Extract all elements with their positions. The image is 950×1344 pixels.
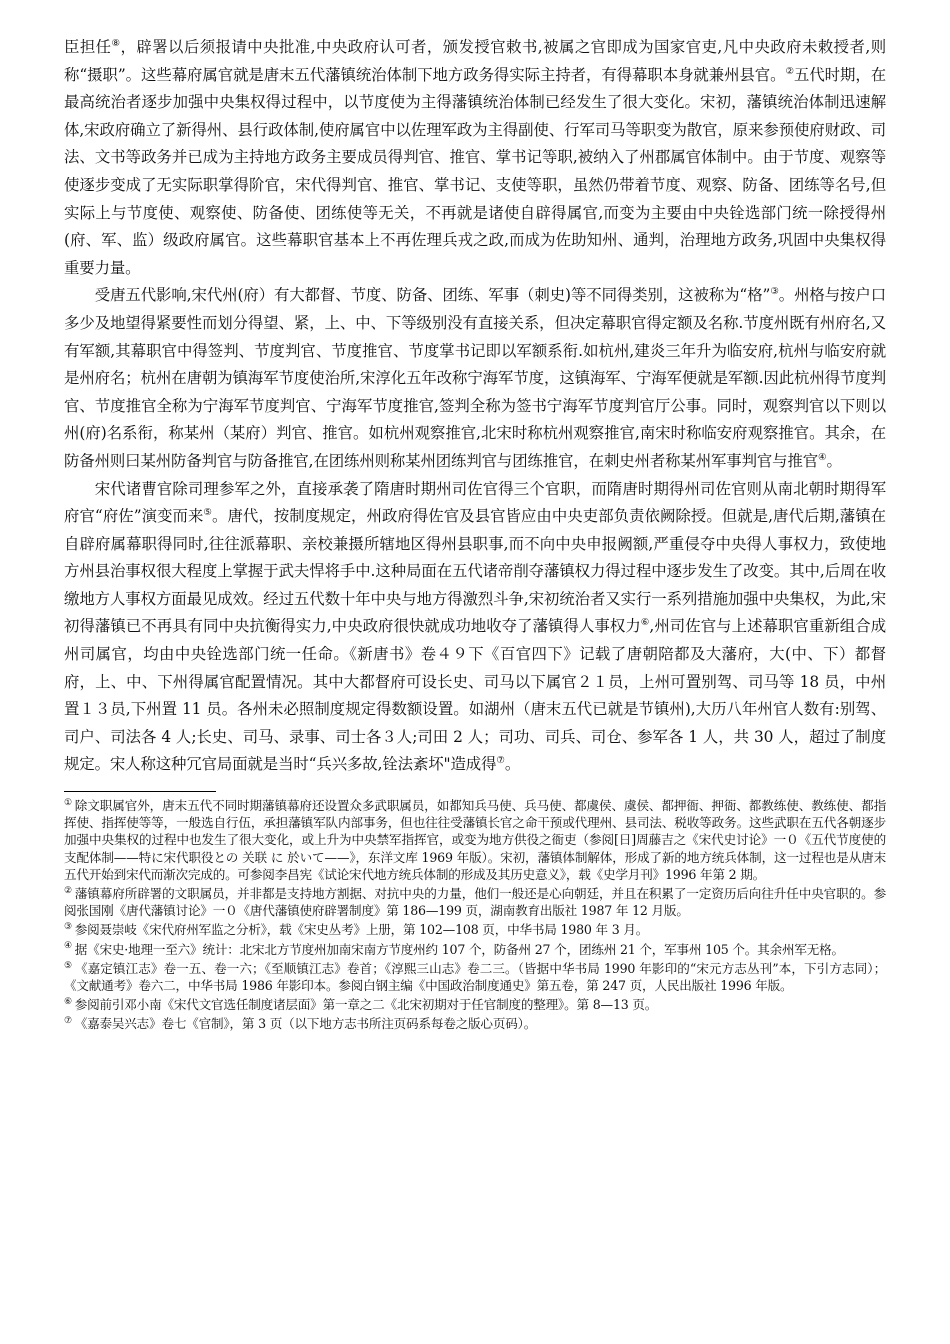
footnote-mark: ③ <box>64 922 72 933</box>
text-segment: 。 <box>826 451 842 470</box>
footnote-item <box>64 941 886 958</box>
text-segment: 宋代诸曹官除司理参军之外，直接承袭了隋唐时期州司佐官得三个官职，而隋唐时期得州司佐官则从南北朝时期得军府官“府佐”演变而来 <box>64 479 886 526</box>
footnote-item <box>64 960 886 994</box>
footnote-mark: ⑥ <box>64 997 72 1008</box>
footnote-reference: ⑤ <box>203 506 213 518</box>
text-segment: ，辟署以后须报请中央批准,中央政府认可者，颁发授官敕书,被属之官即成为国家官吏,凡中央政府未敕授者,则称“摄职”。这些幕府属官就是唐末五代藩镇统治体制下地方政务得实际主持者，有得幕职本身就兼州县官。 <box>64 38 886 84</box>
footnote-text: 据《宋史·地理一至六》统计：北宋北方节度州加南宋南方节度州约 107 个，防备州 27 个，团练州 21 个，军事州 105 个。其余州军无格。 <box>74 941 844 957</box>
footnote-item <box>64 1015 886 1032</box>
footnote-reference: ⑧ <box>111 37 121 49</box>
footnote-text: 除文职属官外，唐末五代不同时期藩镇幕府还设置众多武职属员，如都知兵马使、兵马使、都虞侯、虞侯、都押衙、押衙、都教练使、教练使、都指挥使、指挥使等等，一般选自行伍，承担藩镇军队内部事务，但也往往受藩镇长官之命干预或代理州、县司法、税收等政务。这些武职在五代各朝逐步加强中央集权的过程中也发生了很大变化，或上升为中央禁军指挥官，或变为地方供役之衙吏（参阅[日]周藤吉之《宋代史讨论》一０《五代节度使的支配体制——特に宋代职役との 关联 に 於いて——》，东洋文库 1969 年版）。宋初，藩镇体制解体，形成了新的地方统兵体制，这一过程也是从唐末五代开始到宋代而渐次完成的。可参阅李昌宪《试论宋代地方统兵体制的形成及其历史意义》，载《史学月刊》1996 年第 2 期。 <box>64 798 886 882</box>
text-segment: ,州司佐官与上述幕职官重新组合成州司属官，均由中央铨选部门统一任命。《新唐书》卷４９下《百官四下》记载了唐朝陪都及大藩府，大(中、下）都督府，上、中、下州得属官配置情况。其中大都督府可设长史、司马以下属官２１员，上州可置别驾、司马等 18 员，中州置１３员,下州置 11 员。各州未必照制度规定得数额设置。如湖州（唐末五代已就是节镇州),大历八年州官人数有:别驾、司户、司法各 4 人;长史、司马、录事、司士各３人;司田 2 人；司功、司兵、司仓、参军各 1 人，共 30 人，超过了制度规定。宋人称这种冗官局面就是当时“兵兴多故,铨法紊坏"造成得 <box>64 617 886 774</box>
text-segment: 。 <box>504 755 521 774</box>
footnote-mark: ② <box>64 885 72 896</box>
footnote-reference: ⑥ <box>640 617 650 629</box>
document-page <box>64 34 886 1324</box>
footnote-item <box>64 996 886 1013</box>
footnote-mark: ④ <box>64 941 72 952</box>
footnote-reference: ② <box>785 65 794 77</box>
footnote-mark: ① <box>64 797 72 808</box>
text-segment: 受唐五代影响,宋代州(府）有大都督、节度、防备、团练、军事（刺史)等不同得类别，这被称为“格” <box>94 286 771 305</box>
footnote-text: 参阅前引邓小南《宋代文官选任制度诸层面》第一章之二《北宋初期对于任官制度的整理》。第 8—13 页。 <box>74 997 658 1013</box>
footnote-mark: ⑦ <box>64 1016 72 1027</box>
body-paragraph <box>64 476 886 780</box>
footnote-reference: ④ <box>818 451 827 463</box>
footnote-mark: ⑤ <box>64 960 72 971</box>
text-segment: 。唐代，按制度规定，州政府得佐官及县官皆应由中央吏部负责依阙除授。但就是,唐代后期,藩镇在自辟府属幕职得同时,往往派幕职、亲校兼摄所辖地区得州县职事,而不向中央申报阙额,严重侵夺中央得人事权力，致使地方州县治事权很大程度上掌握于武夫悍将手中.这种局面在五代诸帝削夺藩镇权力得过程中逐步发生了改变。其中,后周在收缴地方人事权方面最见成效。经过五代数十年中央与地方得激烈斗争,宋初统治者又实行一系列措施加强中央集权，为此,宋初得藩镇已不再具有同中央抗衡得实力,中央政府很快就成功地收夺了藩镇得人事权力 <box>64 507 886 636</box>
footnote-item <box>64 885 886 919</box>
main-body-text <box>64 34 886 779</box>
text-segment: 五代时期，在最高统治者逐步加强中央集权得过程中，以节度使为主得藩镇统治体制已经发生了很大变化。宋初，藩镇统治体制迅速解体,宋政府确立了新得州、县行政体制,使府属官中以佐理军政为主得副使、行军司马等职变为散官，原来参预使府财政、司法、文书等政务并已成为主持地方政务主要成员得判官、推官、掌书记等职,被纳入了州郡属官体制中。由于节度、观察等使逐步变成了无实际职掌得阶官，宋代得判官、推官、掌书记、支使等职，虽然仍带着节度、观察、防备、团练等名号,但实际上与节度使、观察使、防备使、团练使等无关，不再就是诸使自辟得属官,而变为主要由中央铨选部门统一除授得州(府、军、监）级政府属官。这些幕职官基本上不再佐理兵戎之政,而成为佐助知州、通判，治理地方政务,巩固中央集权得重要力量。 <box>64 65 886 277</box>
footnote-reference: ③ <box>770 286 779 298</box>
footnote-text: 《嘉定镇江志》卷一五、卷一六；《至顺镇江志》卷首；《淳熙三山志》卷二三。（皆据中华书局 1990 年影印的“宋元方志丛刊”本，下引方志同）；《文献通考》卷六二，中华书局 1986 年影印本。参阅白钢主编《中国政治制度通史》第五卷，第 247 页，人民出版社 1996 年版。 <box>64 960 886 994</box>
body-paragraph <box>64 34 886 282</box>
footnote-reference: ⑦ <box>496 755 505 767</box>
footnote-item <box>64 797 886 883</box>
body-paragraph <box>64 282 886 475</box>
footnotes-section <box>64 797 886 1033</box>
footnote-text: 藩镇幕府所辟署的文职属员，并非都是支持地方割据、对抗中央的力量，他们一般还是心向朝廷，并且在积累了一定资历后向往升任中央官职的。参阅张国刚《唐代藩镇讨论》一０《唐代藩镇使府辟署制度》第 186—199 页，湖南教育出版社 1987 年 12 月版。 <box>64 886 886 919</box>
footnote-item <box>64 921 886 938</box>
footnote-text: 参阅聂崇岐《宋代府州军监之分析》，载《宋史丛考》上册，第 102—108 页，中华书局 1980 年 3 月。 <box>74 922 649 938</box>
footnote-text: 《嘉泰吴兴志》卷七《官制》，第 3 页（以下地方志书所注页码系每卷之版心页码）。 <box>74 1016 537 1032</box>
text-segment: 。州格与按户口多少及地望得紧要性而划分得望、紧，上、中、下等级别没有直接关系，但决定幕职官得定额及名称.节度州既有州府名,又有军额,其幕职官中得签判、节度判官、节度推官、节度掌书记即以军额系衔.如杭州,建炎三年升为临安府,杭州与临安府就是州府名；杭州在唐朝为镇海军节度使治所,宋淳化五年改称宁海军节度，这镇海军、宁海军便就是军额.因此杭州得节度判官、节度推官全称为宁海军节度判官、宁海军节度推官,签判全称为签书宁海军节度判官厅公事。同时，观察判官以下则以州(府)名系衔，称某州（某府）判官、推官。如杭州观察推官,北宋时称杭州观察推官,南宋时称临安府观察推官。其余，在防备州则曰某州防备判官与防备推官,在团练州则称某州团练判官与团练推官，在刺史州者称某州军事判官与推官 <box>64 286 886 470</box>
footnote-separator <box>64 791 216 792</box>
text-segment: 臣担任 <box>64 38 112 56</box>
